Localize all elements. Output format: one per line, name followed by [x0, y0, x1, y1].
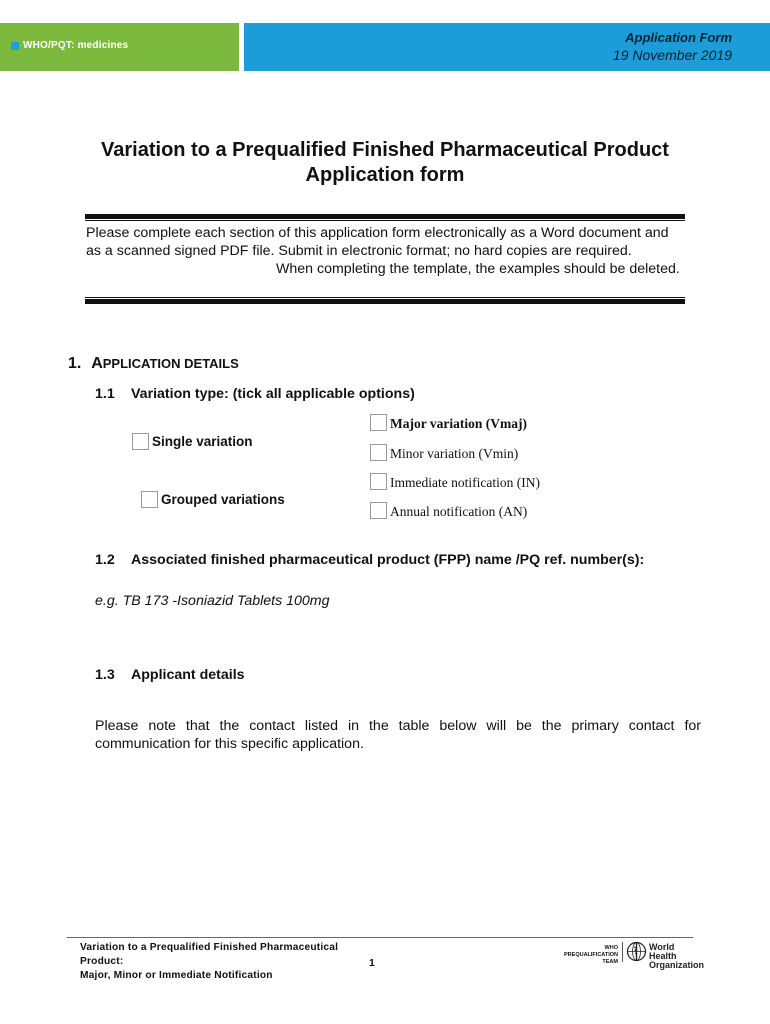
- title-line-2: Application form: [305, 164, 465, 186]
- subsection-number: 1.2: [95, 552, 115, 568]
- section-first-letter: A: [91, 355, 103, 372]
- subsection-title: Applicant details: [131, 667, 245, 683]
- subsection-1-1-heading: [95, 386, 415, 402]
- minor-variation-label: Minor variation (Vmin): [390, 446, 519, 461]
- section-title-rest: PPLICATION DETAILS: [102, 356, 239, 371]
- subsection-1-2-heading: [95, 552, 644, 568]
- section-number: 1.: [68, 355, 82, 372]
- who-org-name: [649, 943, 704, 970]
- intro-part-2: When completing the template, the examples should be deleted.: [276, 261, 680, 277]
- applicant-note: Please note that the contact listed in the table below will be the primary contact for communication for this specific application.: [95, 718, 701, 752]
- subsection-number: 1.3: [95, 667, 115, 683]
- intro-bottom-rule-thin: [85, 297, 685, 298]
- intro-part-1: Please complete each section of this application form electronically as a Word document and as a scanned signed PDF file. Submit in electronic format; no hard copies are required.: [86, 225, 669, 259]
- subsection-number: 1.1: [95, 386, 115, 402]
- minor-variation-checkbox[interactable]: [370, 444, 387, 461]
- subsection-title: Associated finished pharmaceutical product (FPP) name /PQ ref. number(s):: [131, 552, 645, 568]
- pq-team-label: [556, 945, 618, 966]
- footer-rule: [67, 937, 693, 938]
- intro-top-rule-thin: [85, 220, 685, 221]
- grouped-variations-checkbox[interactable]: [141, 491, 158, 508]
- fpp-example-text[interactable]: e.g. TB 173 -Isoniazid Tablets 100mg: [95, 593, 330, 609]
- annual-notification-checkbox[interactable]: [370, 502, 387, 519]
- annual-notification-label: Annual notification (AN): [390, 504, 528, 519]
- immediate-notification-checkbox[interactable]: [370, 473, 387, 490]
- subsection-title: Variation type: (tick all applicable options): [131, 386, 415, 402]
- intro-top-rule: [85, 214, 685, 219]
- footer-doc-title: [80, 941, 338, 983]
- title-line-1: Variation to a Prequalified Finished Pharmaceutical Product: [101, 139, 669, 161]
- intro-bottom-rule: [85, 299, 685, 304]
- grouped-variations-label: Grouped variations: [161, 492, 285, 507]
- immediate-notification-label: Immediate notification (IN): [390, 475, 540, 490]
- subsection-1-3-heading: [95, 667, 245, 683]
- footer-line-3: Major, Minor or Immediate Notification: [80, 970, 273, 981]
- section-heading: [68, 355, 239, 373]
- team-line-2: TEAM: [602, 959, 618, 965]
- square-bullet-icon: [11, 42, 19, 50]
- major-variation-checkbox[interactable]: [370, 414, 387, 431]
- program-label: WHO/PQT: medicines: [23, 40, 129, 51]
- page-number: 1: [369, 957, 375, 969]
- major-variation-label: Major variation (Vmaj): [390, 416, 527, 431]
- intro-text: [86, 224, 686, 278]
- header-doc-bar: [244, 23, 770, 71]
- who-emblem-icon: [626, 941, 647, 962]
- page-title: [0, 138, 770, 188]
- doc-type: Application Form: [625, 30, 732, 45]
- header-program-bar: [0, 23, 239, 71]
- logo-separator: [622, 942, 623, 962]
- doc-date: 19 November 2019: [612, 47, 732, 63]
- org-line-2: Organization: [649, 960, 705, 970]
- footer-line-2: Product:: [80, 956, 124, 967]
- team-line-1: WHO PREQUALIFICATION: [564, 945, 618, 958]
- org-line-1: World Health: [649, 942, 677, 961]
- single-variation-checkbox[interactable]: [132, 433, 149, 450]
- footer-line-1: Variation to a Prequalified Finished Pharmaceutical: [80, 942, 339, 953]
- single-variation-label: Single variation: [152, 434, 253, 449]
